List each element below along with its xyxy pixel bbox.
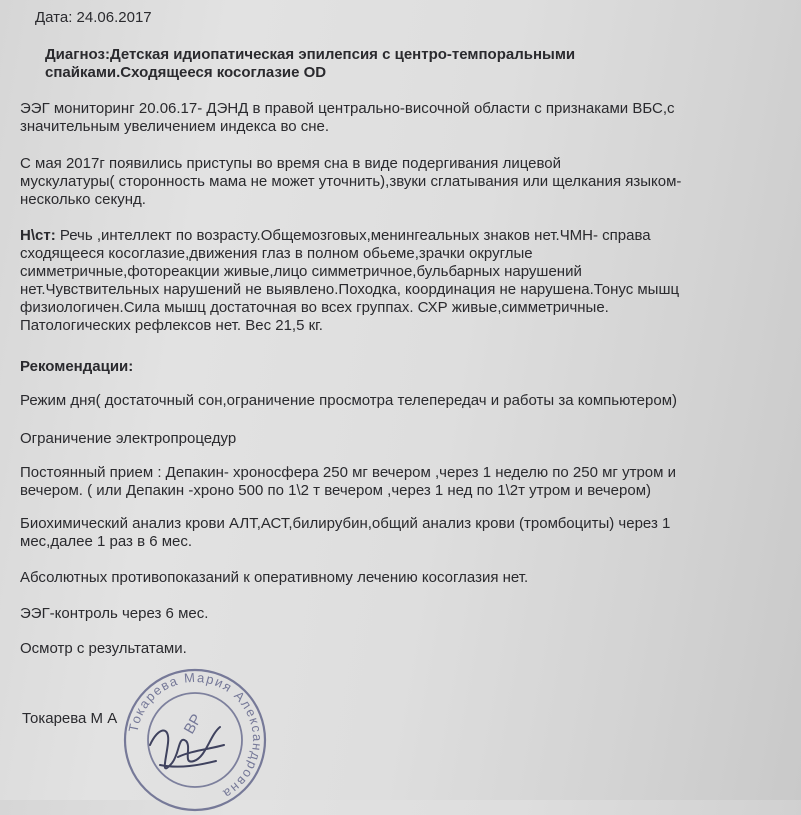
text-line: симметричные,фотореакции живые,лицо симметричное,бульбарных нарушений [20,263,582,280]
text-line: вечером. ( или Депакин -хроно 500 по 1\2 т вечером ,через 1 нед по 1\2т утром и вечером) [20,482,652,499]
text-line: Речь ,интеллект по возрасту.Общемозговых,менингеальных знаков нет.ЧМН- справа [55,227,651,244]
status-paragraph [20,227,790,335]
recommendation-item [20,605,790,623]
history-paragraph [20,155,790,209]
text-line: Осмотр с результатами. [20,640,187,657]
recommendation-item [20,430,790,448]
status-label: Н\ст: [20,227,56,244]
eeg-paragraph [20,100,790,136]
text-line: сходящееся косоглазие,движения глаз в полном обьеме,зрачки округлые [20,245,533,262]
recommendation-item [20,640,790,658]
text-line: мес,далее 1 раз в 6 мес. [20,533,193,550]
text-line: ЭЭГ-контроль через 6 мес. [20,605,209,622]
text-line: значительным увеличением индекса во сне. [20,118,330,135]
signature-name: Токарева М А [22,710,118,727]
text-line: ЭЭГ мониторинг 20.06.17- ДЭНД в правой центрально-височной области с признаками ВБС,с [20,100,675,117]
recommendation-item [20,392,790,410]
text-line: Патологических рефлексов нет. Вес 21,5 кг. [20,317,323,334]
recommendation-item [20,515,790,551]
text-line: Биохимический анализ крови АЛТ,АСТ,билирубин,общий анализ крови (тромбоциты) через 1 [20,515,671,532]
doctor-seal-stamp [120,665,270,815]
recommendation-item [20,464,790,500]
diagnosis-line: Детская идиопатическая эпилепсия с центро-темпоральными [109,46,576,63]
diagnosis-label: Диагноз: [45,46,110,63]
diagnosis-block [45,46,665,82]
seal-text: Токарева Мария Александровна [125,669,266,803]
text-line: мускулатуры( сторонность мама не может уточнить),звуки сглатывания или щелкания языком- [20,173,682,190]
seal-center-text: ВР [180,711,206,737]
text-line: Ограничение электропроцедур [20,430,237,447]
text-line: Постоянный прием : Депакин- хроносфера 250 мг вечером ,через 1 неделю по 250 мг утром и [20,464,676,481]
text-line: Режим дня( достаточный сон,ограничение просмотра телепередач и работы за компьютером) [20,392,678,409]
recommendation-item [20,569,790,587]
text-line: физиологичен.Сила мышц достаточная во всех группах. СХР живые,симметричные. [20,299,609,316]
text-line: Абсолютных противопоказаний к оперативному лечению косоглазия нет. [20,569,529,586]
recommendations-title: Рекомендации: [20,358,134,375]
diagnosis-line: спайками.Сходящееся косоглазие OD [45,64,327,81]
text-line: несколько секунд. [20,191,146,208]
document-date: Дата: 24.06.2017 [35,9,152,26]
text-line: С мая 2017г появились приступы во время сна в виде подергивания лицевой [20,155,561,172]
text-line: нет.Чувствительных нарушений не выявлено.Походка, координация не нарушена.Тонус мышц [20,281,680,298]
